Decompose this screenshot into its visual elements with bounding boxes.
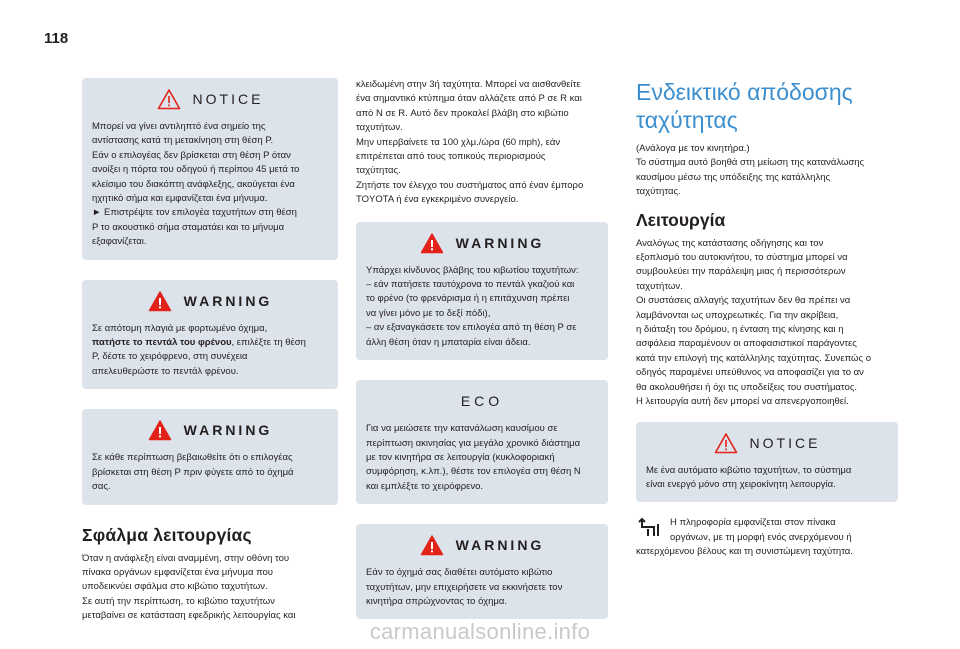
text-line: η διάταξη του δρόμου, η ένταση της κίνησης και η <box>636 324 844 336</box>
section-title-malfunction: Σφάλμα λειτουργίας <box>82 524 252 545</box>
text-line: Υπάρχει κίνδυνος βλάβης του κιβωτίου ταχυτήτων: <box>366 264 579 276</box>
text-line: εξοπλισμό του αυτοκινήτου, το σύστημα μπορεί να <box>636 252 848 264</box>
text-line: κατά την επιλογή της κατάλληλης ταχύτητας. Συνεπώς ο <box>636 352 871 364</box>
text-line: ταχυτήτων. <box>356 122 403 134</box>
text-line: Μπορεί να γίνει αντιληπτό ένα σημείο της <box>92 121 266 132</box>
text-line: με τον κινητήρα σε λειτουργία (κυκλοφοριακή <box>366 451 555 463</box>
text-line: Όταν η ανάφλεξη είναι αναμμένη, στην οθόνη του <box>82 552 290 564</box>
text-line: λαμβάνονται ως υποχρεωτικές. Για την ακρίβεια, <box>636 309 839 321</box>
gear-shift-indicator-icon <box>636 516 662 542</box>
text-line: επιτρέπεται από τους τοπικούς περιορισμούς <box>356 151 546 163</box>
text-line: Η πληροφορία εμφανίζεται στον πίνακα <box>670 517 836 529</box>
text-line: κατερχόμενου βέλους και τη συνιστώμενη ταχύτητα. <box>636 546 853 558</box>
text-line: συμφόρηση, κ.λπ.), θέστε τον επιλογέα στη θέση N <box>366 466 581 478</box>
warning-text <box>92 451 328 494</box>
warning-box-2 <box>82 409 338 504</box>
text-line: Αναλόγως της κατάστασης οδήγησης και τον <box>636 237 824 249</box>
text-line: Εάν ο επιλογέας δεν βρίσκεται στη θέση P όταν <box>92 149 291 161</box>
warning-title: WARNING <box>183 292 273 309</box>
text-line: σας. <box>92 481 111 493</box>
warning-triangle-filled-icon <box>148 290 172 312</box>
notice-text <box>92 120 328 250</box>
column-2 <box>356 78 608 639</box>
warning-text <box>366 264 598 350</box>
text-line: ταχυτήτων, μην επιχειρήσετε να εκκινήσετε τον <box>366 581 563 593</box>
tip-block <box>636 516 898 559</box>
text-line: Μην υπερβαίνετε τα 100 χλμ./ώρα (60 mph), εάν <box>356 136 561 148</box>
column-1 <box>82 78 338 624</box>
warning-triangle-filled-icon <box>420 534 444 556</box>
text-line: Εάν το όχημά σας διαθέτει αυτόματο κιβώτιο <box>366 567 553 579</box>
warning-title: WARNING <box>455 537 545 554</box>
text-line: TOYOTA ή ένα εγκεκριμένο συνεργείο. <box>356 194 519 206</box>
warning-triangle-filled-icon <box>148 419 172 441</box>
text-line: (Ανάλογα με τον κινητήρα.) <box>636 143 750 154</box>
main-title <box>636 78 898 134</box>
text-line: Ζητήστε τον έλεγχο του συστήματος από έναν έμπορο <box>356 179 584 191</box>
tip-row <box>636 516 898 545</box>
title-line: Ενδεικτικό απόδοσης <box>636 79 853 105</box>
tip-text-top <box>670 516 852 545</box>
text-line <box>92 336 328 350</box>
warning-triangle-outline-icon <box>157 88 181 110</box>
text-line: ηχητικό σήμα και εμφανίζεται ένα μήνυμα. <box>92 193 268 205</box>
text-line: να γίνει μόνο με το δεξί πόδι), <box>366 307 491 319</box>
text-line: P το ακουστικό σήμα σταματάει και το μήνυμα <box>92 221 285 233</box>
page-number: 118 <box>44 30 69 47</box>
text-line: κινητήρα σπρώχνοντας το όχημα. <box>366 595 507 607</box>
text-line: από N σε R. Αυτό δεν προκαλεί βλάβη στο κιβώτιο <box>356 107 569 119</box>
text-line: ταχύτητας. <box>636 186 681 198</box>
section-text <box>82 552 338 624</box>
text-line: P, δέστε το χειρόφρενο, στη συνέχεια <box>92 351 248 363</box>
text-line: Η λειτουργία αυτή δεν μπορεί να απενεργοποιηθεί. <box>636 396 849 408</box>
watermark: carmanualsonline.info <box>369 619 591 644</box>
warning-header <box>92 288 328 314</box>
text-line: Το σύστημα αυτό βοηθά στη μείωση της κατανάλωσης <box>636 157 865 169</box>
warning-title: WARNING <box>183 422 273 439</box>
notice-box-1 <box>82 78 338 260</box>
text-line: περίπτωση ακινησίας για μεγάλο χρονικό διάστημα <box>366 437 581 449</box>
notice-title: NOTICE <box>192 91 264 107</box>
warning-text <box>366 566 598 609</box>
eco-header <box>366 388 598 414</box>
text-line: απελευθερώστε το πεντάλ φρένου. <box>92 365 239 377</box>
warning-text <box>92 322 328 380</box>
warning-triangle-filled-icon <box>420 232 444 254</box>
text-line: θα ακολουθήσει ή όχι τις υποδείξεις του συστήματος. <box>636 381 858 393</box>
notice-title: NOTICE <box>749 434 821 451</box>
text-line: καυσίμου μέσω της υπόδειξης της κατάλληλης <box>636 171 831 183</box>
text-line: αντίστασης κατά τη μετακίνηση στη θέση P. <box>92 135 274 147</box>
text-line: Για να μειώσετε την κατανάλωση καυσίμου σε <box>366 423 558 435</box>
text-line: εξαφανίζεται. <box>92 236 147 248</box>
text-line: είναι ενεργό μόνο στη χειροκίνητη λειτουργία. <box>646 478 836 490</box>
bold-text: πατήστε το πεντάλ του φρένου <box>92 337 232 349</box>
text-line: κλείσιμο του διακόπτη ανάφλεξης, ακούγεται ένα <box>92 178 295 190</box>
text-line: κλειδωμένη στην 3ή ταχύτητα. Μπορεί να αισθανθείτε <box>356 79 581 90</box>
text-line: και εμπλέξτε το χειρόφρενο. <box>366 480 484 492</box>
text-line: βρίσκεται στη θέση P πριν φύγετε από το όχημά <box>92 466 294 478</box>
warning-box-3 <box>356 222 608 360</box>
text-line: το φρένο (το φρενάρισμα ή η επιτάχυνση πρέπει <box>366 293 570 305</box>
text-line: άλλη θέση όταν η μπαταρία είναι άδεια. <box>366 336 531 348</box>
intro-text <box>636 142 898 200</box>
text-line: ένα σημαντικό κτύπημα όταν αλλάζετε από P σε R και <box>356 93 582 105</box>
text-line: Σε κάθε περίπτωση βεβαιωθείτε ότι ο επιλογέας <box>92 452 293 464</box>
text-line: συμβουλεύει την παράλειψη μιας ή περισσότερων <box>636 266 846 278</box>
warning-header <box>92 417 328 443</box>
text-line: Οι συστάσεις αλλαγής ταχυτήτων δεν θα πρέπει να <box>636 295 851 307</box>
text-line: ► Επιστρέψτε τον επιλογέα ταχυτήτων στη θέση <box>92 207 297 219</box>
text-line: μεταβαίνει σε κατάσταση εφεδρικής λειτουργίας και <box>82 610 296 622</box>
text-line: ταχύτητας. <box>356 165 401 177</box>
section-text <box>636 237 898 410</box>
warning-title: WARNING <box>455 234 545 251</box>
eco-title: ECO <box>460 393 504 410</box>
notice-box-2 <box>636 422 898 503</box>
notice-text <box>646 464 888 493</box>
warning-header <box>366 532 598 558</box>
section-title-operation: Λειτουργία <box>636 209 726 230</box>
text-line: – αν εξαναγκάσετε τον επιλογέα από τη θέση P σε <box>366 322 577 334</box>
text-line: ασφάλεια παραμένουν οι αποφασιστικοί παράγοντες <box>636 338 857 350</box>
eco-text <box>366 422 598 494</box>
text-span: , επιλέξτε τη θέση <box>231 337 306 349</box>
intro-text <box>356 78 608 208</box>
warning-header <box>366 230 598 256</box>
text-line: υποδεικνύει σφάλμα στο κιβώτιο ταχυτήτων. <box>82 581 268 593</box>
text-line: πίνακα οργάνων εμφανίζεται ένα μήνυμα που <box>82 566 273 578</box>
notice-header <box>646 430 888 456</box>
title-line: ταχύτητας <box>636 107 738 133</box>
text-line: ανοίξει η πόρτα του οδηγού ή περίπου 45 μετά το <box>92 164 300 176</box>
eco-box <box>356 380 608 504</box>
text-line: ταχυτήτων. <box>636 280 683 292</box>
text-line: Σε απότομη πλαγιά με φορτωμένο όχημα, <box>92 322 268 334</box>
text-line: οδηγός παραμένει υπεύθυνος να αποφασίζει για το αν <box>636 367 864 379</box>
text-line: Σε αυτή την περίπτωση, το κιβώτιο ταχυτήτων <box>82 595 275 607</box>
warning-box-1 <box>82 280 338 390</box>
warning-triangle-outline-icon <box>714 432 738 454</box>
text-line: οργάνων, με τη μορφή ενός ανερχόμενου ή <box>670 531 852 543</box>
warning-box-4 <box>356 524 608 619</box>
text-line: Με ένα αυτόματο κιβώτιο ταχυτήτων, το σύστημα <box>646 464 852 476</box>
text-line: – εάν πατήσετε ταυτόχρονα το πεντάλ γκαζιού και <box>366 279 575 291</box>
column-3 <box>636 78 898 560</box>
notice-header <box>92 86 328 112</box>
